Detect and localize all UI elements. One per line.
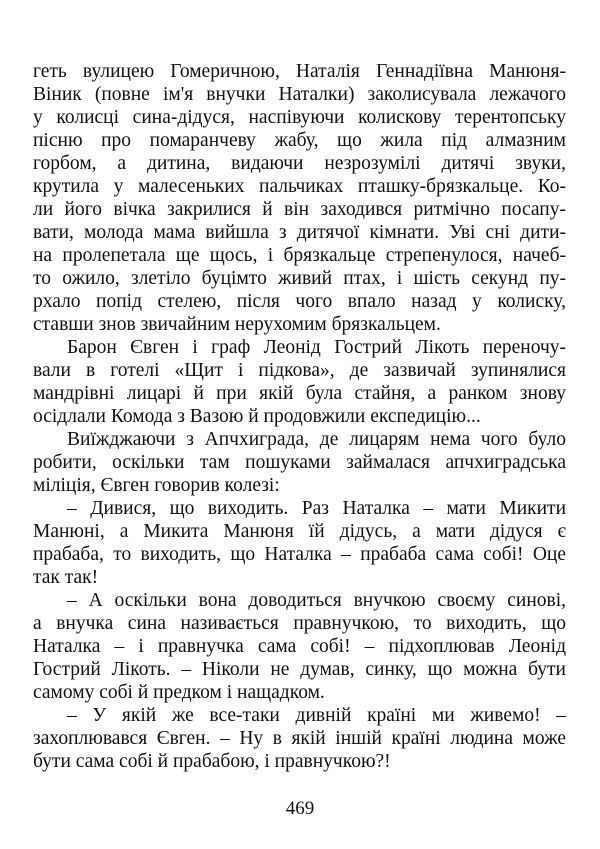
text-line: захоплювався Євген. – Ну в якій іншій країні людина може <box>33 728 566 749</box>
text-line: Наталка – і правнучка сама собі! – підхоплював Леонід <box>33 636 566 657</box>
text-line: – У якій же все-таки дивній країні ми живемо! – <box>67 705 566 726</box>
text-line: робити, оскільки там пошуками займалася апчхиградська <box>33 452 566 473</box>
text-line: геть вулицею Гомеричною, Наталія Геннадіївна Манюня- <box>33 61 566 82</box>
paragraph <box>33 60 566 336</box>
text-line: – А оскільки вона доводиться внучкою своєму синові, <box>67 590 566 611</box>
paragraph <box>33 428 566 497</box>
text-line: Гострий Лікоть. – Ніколи не думав, синку, що можна бути <box>33 659 566 680</box>
text-line: самому собі й предком і нащадком. <box>33 682 325 703</box>
text-line: вали в готелі «Щит і підкова», де зазвичай зупинялися <box>33 360 566 381</box>
text-line: Барон Євген і граф Леонід Гострий Лікоть переночу- <box>67 337 566 358</box>
text-line: то ожило, злетіло буцімто живий птах, і шість секунд пу- <box>33 268 566 289</box>
paragraph <box>33 589 566 704</box>
text-line: – Дивися, що виходить. Раз Наталка – мати Микити <box>67 498 566 519</box>
text-line: осідлали Комода з Вазою й продовжили експедицію... <box>33 406 481 427</box>
text-line: пісню про помаранчеву жабу, що жила під алмазним <box>33 130 566 151</box>
text-line: мандрівні лицарі й при якій була стайня, а ранком знову <box>33 383 566 404</box>
text-line: Манюні, а Микита Манюня їй дідусь, а мати дідуся є <box>33 521 566 542</box>
paragraph <box>33 704 566 773</box>
text-line: на пролепетала ще щось, і брязкальце стрепенулося, начеб- <box>33 245 566 266</box>
text-line: а внучка сина називається правнучкою, то виходить, що <box>33 613 566 634</box>
text-line: прабаба, то виходить, що Наталка – прабаба сама собі! Оце <box>33 544 566 565</box>
text-line: Виїжджаючи з Апчхиграда, де лицарям нема чого було <box>67 429 566 450</box>
text-line: вати, молода мама вийшла з дитячої кімнати. Уві сні дити- <box>33 222 566 243</box>
text-line: крутила у малесеньких пальчиках пташку-брязкальце. Ко- <box>33 176 566 197</box>
text-line: горбом, а дитина, видаючи незрозумілі дитячі звуки, <box>33 153 566 174</box>
text-line: Віник (повне ім'я внучки Наталки) заколисувала лежачого <box>33 84 566 105</box>
text-line: рхало попід стелею, після чого впало назад у колиску, <box>33 291 566 312</box>
text-line: так так! <box>33 567 99 588</box>
text-line: ли його вічка закрилися й він заходився ритмічно посапу- <box>33 199 566 220</box>
text-line: міліція, Євген говорив колезі: <box>33 475 280 496</box>
text-line: бути сама собі й прабабою, і правнучкою?! <box>33 751 391 772</box>
text-line: ставши знов звичайним нерухомим брязкальцем. <box>33 314 441 335</box>
paragraph <box>33 336 566 428</box>
page-number: 469 <box>285 798 315 819</box>
paragraph <box>33 497 566 589</box>
page-text <box>33 60 566 773</box>
text-line: у колисці сина-дідуся, наспівуючи колискову терентопську <box>33 107 566 128</box>
